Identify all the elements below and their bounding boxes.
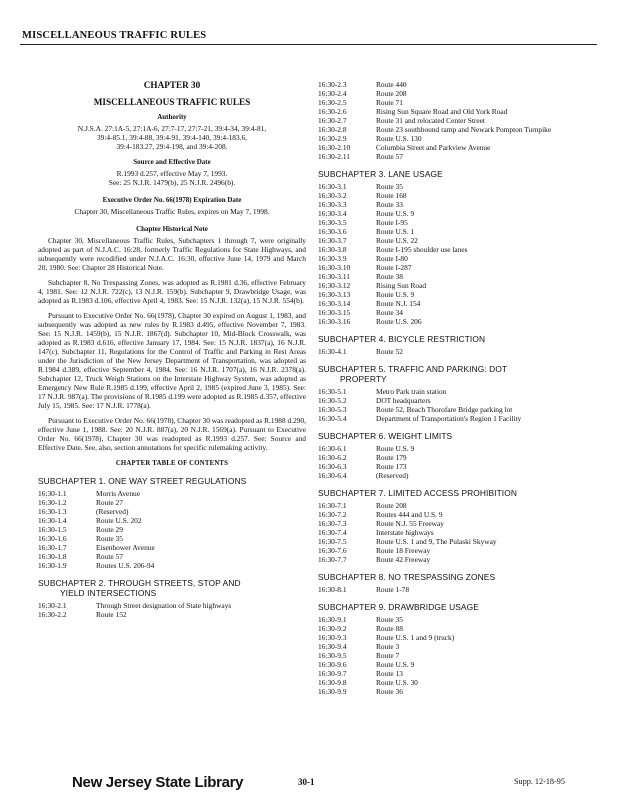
toc-entry[interactable]	[318, 396, 586, 405]
toc-entry[interactable]	[318, 218, 586, 227]
history-paragraph: Chapter 30, Miscellaneous Traffic Rules, Subchapters 1 through 7, were originally adopted as part of N.J.A.C. 16:28, formerly Traffic Regulations for State Highways, and subsequently were recodified under N.J.A.C. 16:30, effective June 14, 1979 and March 20, 1980. See: Chapter 28 Historical Note.	[38, 236, 306, 272]
section-title: Morris Avenue	[96, 489, 140, 498]
section-title: Route U.S. 206	[376, 317, 422, 326]
section-title: Route 179	[376, 453, 407, 462]
subchapter-heading	[318, 488, 586, 498]
section-title: Rising Sun Road	[376, 281, 427, 290]
toc-entry[interactable]	[38, 516, 306, 525]
toc-entry[interactable]	[318, 209, 586, 218]
toc-entry[interactable]	[318, 501, 586, 510]
subchapter-title: SUBCHAPTER 8. NO TRESPASSING ZONES	[318, 572, 496, 582]
section-number: 16:30-1.5	[38, 525, 67, 534]
toc-entry[interactable]	[318, 143, 586, 152]
toc-entry[interactable]	[318, 687, 586, 696]
section-title: Route 152	[96, 610, 127, 619]
page-number: 30-1	[298, 777, 315, 787]
toc-entry[interactable]	[38, 534, 306, 543]
section-title: Route 57	[96, 552, 123, 561]
subchapter-heading	[38, 578, 306, 598]
toc-entry[interactable]	[318, 555, 586, 564]
toc-entry[interactable]	[318, 116, 586, 125]
section-number: 16:30-7.5	[318, 537, 347, 546]
section-number: 16:30-1.6	[38, 534, 67, 543]
section-number: 16:30-7.4	[318, 528, 347, 537]
authority-heading: Authority	[157, 113, 187, 121]
toc-entry[interactable]	[318, 510, 586, 519]
section-title: Route 33	[376, 200, 403, 209]
section-number: 16:30-2.9	[318, 134, 347, 143]
history-heading: Chapter Historical Note	[136, 225, 208, 233]
toc-entry[interactable]	[38, 525, 306, 534]
toc-entry[interactable]	[318, 191, 586, 200]
section-title: Route I-195 shoulder use lanes	[376, 245, 468, 254]
toc-entry[interactable]	[38, 543, 306, 552]
section-title: Route 31 and relocated Center Street	[376, 116, 485, 125]
section-title: Route U.S. 202	[96, 516, 142, 525]
toc-entry[interactable]	[318, 107, 586, 116]
toc-entry[interactable]	[38, 610, 306, 619]
section-title: Route 52	[376, 347, 403, 356]
section-number: 16:30-9.1	[318, 615, 347, 624]
section-number: 16:30-2.4	[318, 89, 347, 98]
section-title: Route I-80	[376, 254, 408, 263]
history-paragraph: Subchapter 8, No Trespassing Zones, was adopted as R.1981 d.36, effective February 4, 1981. See: 12 N.J.R. 722(c), 13 N.J.R. 159(b). Subchapter 9, Drawbridge Usage, was adopted as R.1983 d.106, effective April 4, 1983. See: 15 N.J.R. 132(a), 15 N.J.R. 554(b).	[38, 278, 306, 305]
subchapter-title: SUBCHAPTER 6. WEIGHT LIMITS	[318, 431, 453, 441]
toc-entry[interactable]	[318, 651, 586, 660]
section-number: 16:30-3.11	[318, 272, 350, 281]
toc-entry[interactable]	[318, 453, 586, 462]
toc-entry[interactable]	[318, 633, 586, 642]
toc-entry[interactable]	[318, 669, 586, 678]
section-title: Route 208	[376, 89, 407, 98]
section-number: 16:30-2.11	[318, 152, 350, 161]
toc-entry[interactable]	[318, 585, 586, 594]
section-title: Route 35	[376, 182, 403, 191]
section-title: Route 38	[376, 272, 403, 281]
subchapter-heading	[318, 334, 586, 344]
section-title: Route N.J. 154	[376, 299, 421, 308]
section-number: 16:30-1.7	[38, 543, 67, 552]
subchapter-heading	[318, 169, 586, 179]
section-title: Route 29	[96, 525, 123, 534]
toc-entry[interactable]	[318, 405, 586, 414]
section-title: Route 57	[376, 152, 403, 161]
section-number: 16:30-6.3	[318, 462, 347, 471]
section-number: 16:30-1.1	[38, 489, 67, 498]
section-number: 16:30-3.7	[318, 236, 347, 245]
section-number: 16:30-1.2	[38, 498, 67, 507]
section-title: Routes U.S. 206-94	[96, 561, 155, 570]
toc-entry[interactable]	[318, 317, 586, 326]
section-number: 16:30-3.13	[318, 290, 351, 299]
toc-entry[interactable]	[38, 552, 306, 561]
section-number: 16:30-9.4	[318, 642, 347, 651]
subchapter-title: SUBCHAPTER 1. ONE WAY STREET REGULATIONS	[38, 476, 247, 486]
toc-entry[interactable]	[318, 200, 586, 209]
subchapter-heading	[318, 364, 586, 384]
section-number: 16:30-8.1	[318, 585, 347, 594]
section-title: Route 88	[376, 624, 403, 633]
toc-entry[interactable]	[38, 561, 306, 570]
section-number: 16:30-6.1	[318, 444, 347, 453]
section-title: Route 3	[376, 642, 400, 651]
subchapter-title: SUBCHAPTER 3. LANE USAGE	[318, 169, 443, 179]
running-header: MISCELLANEOUS TRAFFIC RULES	[22, 30, 207, 41]
section-title: Route 18 Freeway	[376, 546, 431, 555]
toc-entry[interactable]	[38, 489, 306, 498]
section-number: 16:30-9.8	[318, 678, 347, 687]
toc-entry[interactable]	[318, 272, 586, 281]
section-title: Route 13	[376, 669, 403, 678]
toc-entry[interactable]	[318, 182, 586, 191]
toc-entry[interactable]	[318, 387, 586, 396]
section-title: Route U.S. 1 and 9 (truck)	[376, 633, 455, 642]
section-number: 16:30-3.15	[318, 308, 351, 317]
subchapter-title-continued: YIELD INTERSECTIONS	[60, 588, 157, 598]
section-number: 16:30-5.3	[318, 405, 347, 414]
exec-order-text: Chapter 30, Miscellaneous Traffic Rules, expires on May 7, 1998.	[74, 207, 270, 216]
section-number: 16:30-3.12	[318, 281, 351, 290]
section-title: Route 208	[376, 501, 407, 510]
section-title: Route U.S. 1 and 9, The Pulaski Skyway	[376, 537, 497, 546]
section-number: 16:30-5.2	[318, 396, 347, 405]
subchapter-heading	[38, 476, 306, 486]
section-title: Route U.S. 22	[376, 236, 418, 245]
section-title: Route U.S. 9	[376, 209, 415, 218]
toc-entry[interactable]	[318, 245, 586, 254]
section-title: Route 440	[376, 80, 407, 89]
toc-entry[interactable]	[318, 299, 586, 308]
section-number: 16:30-1.8	[38, 552, 67, 561]
section-title: (Reserved)	[376, 471, 409, 480]
section-number: 16:30-9.2	[318, 624, 347, 633]
toc-entry[interactable]	[318, 152, 586, 161]
subchapter-title: SUBCHAPTER 7. LIMITED ACCESS PROHIBITION	[318, 488, 517, 498]
section-number: 16:30-4.1	[318, 347, 347, 356]
toc-entry[interactable]	[318, 444, 586, 453]
section-title: Route 23 southbound ramp and Newark Pompton Turnpike	[376, 125, 552, 134]
toc-entry[interactable]	[318, 89, 586, 98]
section-number: 16:30-2.2	[38, 610, 67, 619]
section-number: 16:30-3.14	[318, 299, 351, 308]
toc-entry[interactable]	[318, 281, 586, 290]
authority-line: 39:4-183.27, 29:4-198, and 39:4-208.	[116, 142, 228, 151]
section-title: Route I-287	[376, 263, 412, 272]
toc-entry[interactable]	[318, 254, 586, 263]
section-number: 16:30-9.7	[318, 669, 347, 678]
toc-entry[interactable]	[318, 125, 586, 134]
section-title: Route U.S. 130	[376, 134, 422, 143]
subchapter-heading	[318, 572, 586, 582]
toc-entry[interactable]	[318, 660, 586, 669]
section-title: Routes 444 and U.S. 9	[376, 510, 443, 519]
section-title: Route 173	[376, 462, 407, 471]
section-number: 16:30-6.4	[318, 471, 347, 480]
toc-entry[interactable]	[318, 308, 586, 317]
section-number: 16:30-2.3	[318, 80, 347, 89]
section-number: 16:30-2.10	[318, 143, 351, 152]
section-number: 16:30-2.1	[38, 601, 67, 610]
section-number: 16:30-1.3	[38, 507, 67, 516]
authority-line: N.J.S.A. 27:1A-5, 27:1A-6, 27:7-17, 27:7-21, 39:4-34, 39:4-81,	[77, 124, 267, 133]
section-number: 16:30-1.4	[38, 516, 67, 525]
subchapter-title-continued: PROPERTY	[340, 374, 387, 384]
section-number: 16:30-9.9	[318, 687, 347, 696]
toc-entry[interactable]	[318, 290, 586, 299]
section-number: 16:30-7.2	[318, 510, 347, 519]
section-title: Route 27	[96, 498, 123, 507]
toc-entry[interactable]	[318, 546, 586, 555]
section-number: 16:30-9.3	[318, 633, 347, 642]
section-number: 16:30-2.5	[318, 98, 347, 107]
section-title: Route 7	[376, 651, 400, 660]
section-number: 16:30-3.16	[318, 317, 351, 326]
exec-order-heading: Executive Order No. 66(1978) Expiration Date	[102, 196, 242, 204]
section-title: Route U.S. 9	[376, 660, 415, 669]
section-title: Route 71	[376, 98, 403, 107]
section-number: 16:30-3.4	[318, 209, 347, 218]
section-title: Route 52, Beach Thorofare Bridge parking lot	[376, 405, 513, 414]
toc-entry[interactable]	[38, 601, 306, 610]
section-title: Route 35	[96, 534, 123, 543]
section-number: 16:30-7.7	[318, 555, 347, 564]
toc-entry[interactable]	[318, 528, 586, 537]
section-number: 16:30-3.3	[318, 200, 347, 209]
right-column	[318, 80, 586, 696]
source-heading: Source and Effective Date	[133, 158, 211, 166]
subchapter-heading	[318, 602, 586, 612]
section-title: Route U.S. 1	[376, 227, 415, 236]
section-number: 16:30-7.6	[318, 546, 347, 555]
section-title: (Reserved)	[96, 507, 129, 516]
section-number: 16:30-3.1	[318, 182, 347, 191]
toc-entry[interactable]	[318, 236, 586, 245]
section-number: 16:30-3.9	[318, 254, 347, 263]
section-title: Interstate highways	[376, 528, 434, 537]
section-number: 16:30-5.4	[318, 414, 347, 423]
section-title: Through Street designation of State highways	[96, 601, 232, 610]
section-title: Route U.S. 9	[376, 290, 415, 299]
toc-entry[interactable]	[318, 462, 586, 471]
toc-entry[interactable]	[318, 642, 586, 651]
supplement-date: Supp. 12-18-95	[514, 777, 565, 786]
section-title: Route 35	[376, 615, 403, 624]
header-rule	[20, 44, 597, 45]
toc-heading: CHAPTER TABLE OF CONTENTS	[115, 460, 229, 467]
toc-entry[interactable]	[38, 498, 306, 507]
section-number: 16:30-3.8	[318, 245, 347, 254]
section-title: Eisenhower Avenue	[96, 543, 155, 552]
toc-left	[38, 476, 306, 619]
toc-entry[interactable]	[318, 537, 586, 546]
toc-entry[interactable]	[318, 80, 586, 89]
section-number: 16:30-2.7	[318, 116, 347, 125]
left-column	[38, 81, 306, 619]
section-title: Route I-95	[376, 218, 408, 227]
toc-entry[interactable]	[318, 98, 586, 107]
toc-entry[interactable]	[318, 414, 586, 423]
toc-entry[interactable]	[38, 507, 306, 516]
toc-entry[interactable]	[318, 471, 586, 480]
section-number: 16:30-3.10	[318, 263, 351, 272]
subchapter-title: SUBCHAPTER 9. DRAWBRIDGE USAGE	[318, 602, 479, 612]
toc-entry[interactable]	[318, 615, 586, 624]
section-number: 16:30-9.5	[318, 651, 347, 660]
section-number: 16:30-7.1	[318, 501, 347, 510]
section-number: 16:30-3.6	[318, 227, 347, 236]
section-title: Route U.S. 30	[376, 678, 418, 687]
library-stamp: New Jersey State Library	[72, 774, 244, 791]
toc-entry[interactable]	[318, 519, 586, 528]
section-title: Route 1-78	[376, 585, 410, 594]
section-number: 16:30-6.2	[318, 453, 347, 462]
subchapter-title: SUBCHAPTER 2. THROUGH STREETS, STOP AND	[38, 578, 241, 588]
section-number: 16:30-9.6	[318, 660, 347, 669]
section-number: 16:30-3.5	[318, 218, 347, 227]
section-number: 16:30-5.1	[318, 387, 347, 396]
toc-right	[318, 80, 586, 696]
section-title: Route U.S. 9	[376, 444, 415, 453]
section-title: Route 42 Freeway	[376, 555, 431, 564]
section-title: Department of Transportation's Region 1 Facility	[376, 414, 522, 423]
history-paragraph: Pursuant to Executive Order No. 66(1978), Chapter 30 was readopted as R.1988 d.290, effective June 1, 1988. See: 20 N.J.R. 887(a), 20 N.J.R. 1569(a). Pursuant to Executive Order No. 66(1978), Chapter 30 was readopted as R.1993 d.257. See: Source and Effective Date. See, also, section annotations for specific rulemaking activity.	[38, 416, 307, 452]
subchapter-heading	[318, 431, 586, 441]
toc-entry[interactable]	[318, 134, 586, 143]
history-paragraph: Pursuant to Executive Order No. 66(1978), Chapter 30 expired on August 1, 1983, and subsequently was adopted as new rules by R.1983 d.495, effective November 7, 1983. See: 15 N.J.R. 1459(b), 15 N.J.R. 1867(d). Subchapter 10, Mid-Block Crosswalk, was adopted as R.1983 d.616, effective January 17, 1984. See: 15 N.J.R. 1837(a), 16 N.J.R. 147(c). Subchapter 11, Regulations for the Control of Traffic and Parking in Rest Areas under the Jurisdiction of the New Jersey Department of Transportation, was adopted as R.1984 d.389, effective September 4, 1984. See: 16 N.J.R. 1707(a), 16 N.J.R. 2378(a). Subchapter 12, Truck Weigh Stations on the Interstate Highway System, was adopted as Emergency New Rule R.1985 d.199, effective April 2, 1985 (expired June 3, 1985). See: 17 N.J.R. 987(a). The provisions of R.1985 d.199 were adopted as R.1985 d.357, effective July 15, 1985. See: 17 N.J.R. 1778(a).	[38, 311, 306, 410]
section-number: 16:30-7.3	[318, 519, 347, 528]
section-title: Route 34	[376, 308, 403, 317]
subchapter-title: SUBCHAPTER 5. TRAFFIC AND PARKING: DOT	[318, 364, 508, 374]
section-title: Route N.J. 55 Freeway	[376, 519, 444, 528]
toc-entry[interactable]	[318, 347, 586, 356]
section-title: Rising Sun Square Road and Old York Road	[376, 107, 508, 116]
section-title: DOT headquarters	[376, 396, 431, 405]
subchapter-title: SUBCHAPTER 4. BICYCLE RESTRICTION	[318, 334, 486, 344]
source-line: See: 25 N.J.R. 1479(b), 25 N.J.R. 2496(b).	[108, 178, 236, 187]
section-number: 16:30-2.6	[318, 107, 347, 116]
toc-entry[interactable]	[318, 263, 586, 272]
section-title: Route 36	[376, 687, 403, 696]
section-title: Columbia Street and Parkview Avenue	[376, 143, 491, 152]
toc-entry[interactable]	[318, 678, 586, 687]
source-line: R.1993 d.257, effective May 7, 1993.	[116, 169, 228, 178]
section-title: Route 168	[376, 191, 407, 200]
chapter-number: CHAPTER 30	[143, 80, 201, 90]
chapter-title: MISCELLANEOUS TRAFFIC RULES	[93, 97, 251, 107]
section-number: 16:30-3.2	[318, 191, 347, 200]
authority-line: 39:4-85.1, 39:4-88, 39:4-91, 39:4-140, 39:4-183.6,	[96, 133, 248, 142]
section-number: 16:30-2.8	[318, 125, 347, 134]
section-number: 16:30-1.9	[38, 561, 67, 570]
toc-entry[interactable]	[318, 227, 586, 236]
toc-entry[interactable]	[318, 624, 586, 633]
section-title: Metro Park train station	[376, 387, 447, 396]
